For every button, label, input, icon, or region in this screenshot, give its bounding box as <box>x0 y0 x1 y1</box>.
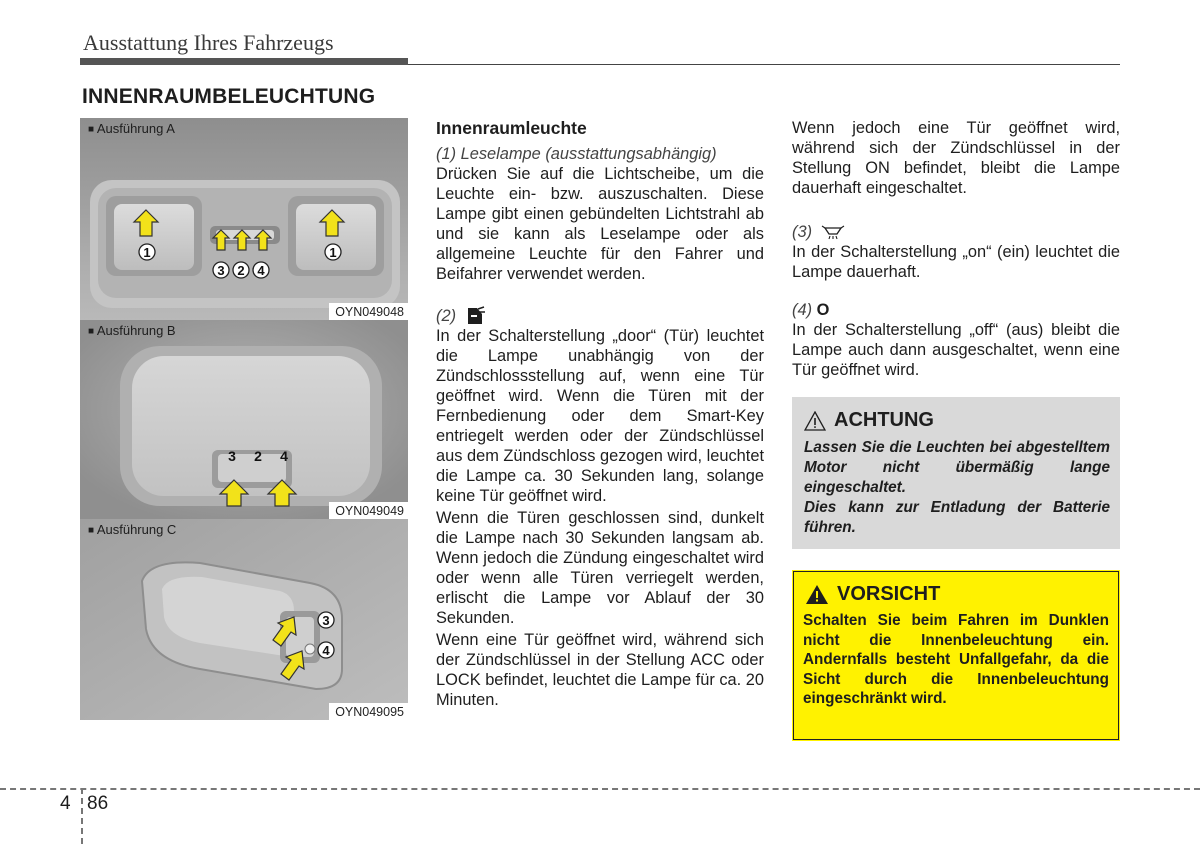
callout-3: 3 <box>322 613 330 628</box>
item2-label: (2) <box>436 307 457 325</box>
right-paragraph-top: Wenn jedoch eine Tür geöffnet wird, während sich der Zündschlüssel in der Stellung ON befindet, bleibt die Lampe dauerhaft eingeschaltet. <box>792 119 1120 197</box>
item4-text: In der Schalterstellung „off“ (aus) bleibt die Lampe auch dann ausgeschaltet, wenn eine Tür geöffnet wird. <box>792 321 1120 379</box>
subsection-heading: Innenraumleuchte <box>436 118 587 138</box>
figure-label: ■ Ausführung C <box>88 522 176 537</box>
figure-code: OYN049049 <box>329 502 408 519</box>
achtung-box <box>792 397 1120 549</box>
item1-title: (1) Leselampe (ausstattungsabhängig) <box>436 145 717 163</box>
footer-divider <box>81 788 83 844</box>
vorsicht-text: Schalten Sie beim Fahren im Dunklen nicht die Innenbeleuchtung ein. Andernfalls besteht Unfallgefahr, da die Sicht durch die Innenbeleuchtung eingeschränkt wird. <box>803 612 1109 708</box>
vorsicht-title: VORSICHT <box>837 583 941 605</box>
figure-variant-b <box>80 320 408 519</box>
item2-paragraph-1: In der Schalterstellung „door“ (Tür) leuchtet die Lampe unabhängig von der Zündschlossstellung auf, wenn eine Tür geöffnet wird. Wenn die Türen mit der Fernbedienung oder dem Smart-Key entriegelt werden oder der Zündschlüssel aus dem Zündschloss gezogen wird, leuchtet die Lampe ca. 30 Sekunden lang, solange keine Tür geöffnet wird. <box>436 327 764 505</box>
item3-text: In der Schalterstellung „on“ (ein) leuchtet die Lampe dauerhaft. <box>792 243 1120 281</box>
item2-paragraph-2: Wenn die Türen geschlossen sind, dunkelt die Lampe nach 30 Sekunden langsam ab. Wenn jedoch die Zündung eingeschaltet wird oder wenn alle Türen verriegelt werden, erlischt die Lampe vor Ablauf der 30 Sekunden. <box>436 509 764 627</box>
callout-2: 2 <box>254 448 262 464</box>
map-lamp-illustration-c <box>80 519 408 720</box>
callout-2: 2 <box>237 263 245 278</box>
figure-code: OYN049095 <box>329 703 408 720</box>
figure-label: ■ Ausführung B <box>88 323 176 338</box>
figure-variant-c <box>80 519 408 720</box>
achtung-line-2: Dies kann zur Entladung der Batterie führen. <box>804 499 1110 536</box>
header-bar <box>80 58 408 65</box>
callout-1-right: 1 <box>329 245 337 260</box>
item2-paragraph-3: Wenn eine Tür geöffnet wird, während sich der Zündschlüssel in der Stellung ACC oder LOCK befindet, leuchtet die Lampe für ca. 20 Minuten. <box>436 631 765 709</box>
middle-column <box>436 118 764 710</box>
right-column <box>792 118 1120 380</box>
achtung-line-1: Lassen Sie die Leuchten bei abgestelltem Motor nicht übermäßig lange eingeschaltet. <box>804 439 1110 496</box>
warning-filled-icon <box>805 584 829 605</box>
callout-4: 4 <box>257 263 265 278</box>
door-lamp-icon <box>464 306 486 326</box>
chapter-title: Ausstattung Ihres Fahrzeugs <box>83 30 334 55</box>
achtung-title: ACHTUNG <box>834 409 934 431</box>
warning-outline-icon <box>804 411 826 431</box>
figure-variant-a <box>80 118 408 320</box>
dome-lamp-illustration-b <box>80 320 408 519</box>
chapter-number: 4 <box>60 793 71 814</box>
overhead-console-illustration-a <box>80 118 408 320</box>
section-title: INNENRAUMBELEUCHTUNG <box>82 85 376 108</box>
lamp-on-icon <box>820 224 846 240</box>
item4-label: (4) <box>792 301 813 319</box>
item1-text: Drücken Sie auf die Lichtscheibe, um die Leuchte ein- bzw. auszuschalten. Diese Lampe gibt einen gebündelten Lichtstrahl ab und sie kann als Leselampe oder als allgemeine Leuchte für den Fahrer und Beifahrer verwendet werden. <box>436 165 764 283</box>
callout-3: 3 <box>228 448 236 464</box>
callout-1-left: 1 <box>143 245 151 260</box>
callout-4: 4 <box>322 643 330 658</box>
callout-4: 4 <box>280 448 288 464</box>
callout-3: 3 <box>217 263 225 278</box>
header-rule <box>408 64 1120 65</box>
figure-code: OYN049048 <box>329 303 408 320</box>
footer-rule <box>0 788 1200 790</box>
item4-symbol: O <box>816 301 830 319</box>
page-number: 86 <box>87 793 109 814</box>
figure-label: ■ Ausführung A <box>88 121 175 136</box>
item3-label: (3) <box>792 223 813 241</box>
vorsicht-box <box>792 570 1120 741</box>
